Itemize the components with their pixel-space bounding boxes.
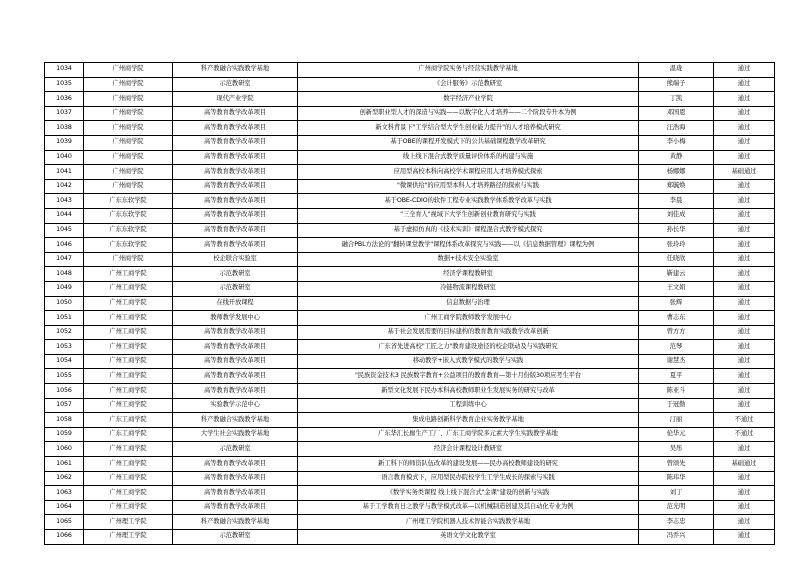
cell-person: 曾方方 — [639, 325, 714, 340]
cell-num: 1060 — [45, 442, 84, 457]
cell-cat: 高等教育教学改革项目 — [173, 486, 298, 501]
cell-num: 1038 — [45, 121, 84, 136]
cell-num: 1035 — [45, 77, 84, 92]
cell-num: 1039 — [45, 135, 84, 150]
cell-result: 通过 — [714, 150, 775, 165]
table-row — [45, 179, 775, 194]
cell-result: 通过 — [714, 486, 775, 501]
cell-cat: 示范教研室 — [173, 442, 298, 457]
cell-num: 1048 — [45, 267, 84, 282]
cell-person: 熊端子 — [639, 77, 714, 92]
cell-result: 通过 — [714, 121, 775, 136]
table-row — [45, 223, 775, 238]
cell-school: 广东工商学院 — [84, 427, 173, 442]
cell-title: 广州工商学院教师教学发展中心 — [298, 311, 639, 326]
cell-title: "微课供给"的应用型本科人才培养路径的探索与实践 — [298, 179, 639, 194]
table-row — [45, 398, 775, 413]
table-row — [45, 515, 775, 530]
cell-num: 1061 — [45, 457, 84, 472]
cell-person: 杨娜娜 — [639, 165, 714, 180]
cell-result: 通过 — [714, 179, 775, 194]
cell-num: 1046 — [45, 238, 84, 253]
cell-school: 广州理工学院 — [84, 530, 173, 545]
table-row — [45, 442, 775, 457]
cell-cat: 示范教研室 — [173, 530, 298, 545]
cell-cat: 教师教学发展中心 — [173, 311, 298, 326]
cell-school: 广州商学院 — [84, 77, 173, 92]
cell-title: 数字经济产业学院 — [298, 92, 639, 107]
cell-title: 应用型高校本科向高校学术课程应用人才培养模式探索 — [298, 165, 639, 180]
cell-person: 于冠勤 — [639, 398, 714, 413]
cell-person: 靳建云 — [639, 267, 714, 282]
cell-cat: 高等教育教学改革项目 — [173, 325, 298, 340]
cell-title: 数据+技术安全实验室 — [298, 252, 639, 267]
approval-results-table — [44, 62, 775, 545]
cell-result: 通过 — [714, 106, 775, 121]
table-row — [45, 413, 775, 428]
cell-school: 广州商学院 — [84, 63, 173, 78]
cell-result: 通过 — [714, 252, 775, 267]
table-row — [45, 238, 775, 253]
cell-num: 1037 — [45, 106, 84, 121]
cell-cat: 高等教育教学改革项目 — [173, 194, 298, 209]
cell-school: 广州商学院 — [84, 92, 173, 107]
cell-result: 通过 — [714, 267, 775, 282]
table-row — [45, 325, 775, 340]
cell-school: 广州商学院 — [84, 150, 173, 165]
cell-title: 广东华汇长廊生产工厂、广东工商学院多元素大学生实践教学基地 — [298, 427, 639, 442]
cell-school: 广州商学院 — [84, 252, 173, 267]
cell-result: 不通过 — [714, 427, 775, 442]
table-row — [45, 486, 775, 501]
cell-person: 曹志东 — [639, 311, 714, 326]
cell-num: 1036 — [45, 92, 84, 107]
cell-person: 汀丽 — [639, 413, 714, 428]
cell-person: 夏平 — [639, 369, 714, 384]
cell-title: 集成电路创新科学教育企业实务教学基地 — [298, 413, 639, 428]
cell-num: 1041 — [45, 165, 84, 180]
cell-result: 通过 — [714, 398, 775, 413]
table-row — [45, 267, 775, 282]
cell-person: 张辉 — [639, 296, 714, 311]
cell-title: 《会计服务》示范教研室 — [298, 77, 639, 92]
cell-school: 广州工商学院 — [84, 500, 173, 515]
cell-num: 1055 — [45, 369, 84, 384]
cell-school: 广州商学院 — [84, 121, 173, 136]
cell-title: 工程训练中心 — [298, 398, 639, 413]
cell-result: 基础通过 — [714, 457, 775, 472]
cell-cat: 现代产业学院 — [173, 92, 298, 107]
cell-person: 郑毓焕 — [639, 179, 714, 194]
table-row — [45, 121, 775, 136]
cell-school: 广州理工学院 — [84, 515, 173, 530]
cell-school: 广州工商学院 — [84, 471, 173, 486]
cell-school: 广州工商学院 — [84, 281, 173, 296]
cell-title: 融合PBL方法论的"翻转课堂教学"课程体系改革探究与实践——以《信息数据管理》课程为例 — [298, 238, 639, 253]
cell-num: 1034 — [45, 63, 84, 78]
table-row — [45, 150, 775, 165]
table-row — [45, 296, 775, 311]
cell-person: 李小梅 — [639, 135, 714, 150]
cell-title: 语言教育模式下，应用型民办院校学生工学生成长的探索与实践 — [298, 471, 639, 486]
cell-person: 李志忠 — [639, 515, 714, 530]
cell-num: 1057 — [45, 398, 84, 413]
cell-num: 1043 — [45, 194, 84, 209]
cell-cat: 高等教育教学改革项目 — [173, 165, 298, 180]
cell-school: 广东东软学院 — [84, 194, 173, 209]
cell-person: 范光明 — [639, 500, 714, 515]
cell-school: 广州工商学院 — [84, 340, 173, 355]
cell-person: 刘丁 — [639, 486, 714, 501]
cell-result: 通过 — [714, 515, 775, 530]
cell-title: 基于OBE-CDIO的软件工程专业实践教学体系教学改革与实践 — [298, 194, 639, 209]
cell-person: 刘佳成 — [639, 208, 714, 223]
cell-result: 通过 — [714, 92, 775, 107]
cell-title: 新文科背景下"工学结合型大学生创业能力提升"的人才培养模式研究 — [298, 121, 639, 136]
cell-num: 1049 — [45, 281, 84, 296]
cell-school: 广州工商学院 — [84, 457, 173, 472]
table-row — [45, 92, 775, 107]
cell-cat: 示范教研室 — [173, 281, 298, 296]
cell-person: 李晨 — [639, 194, 714, 209]
cell-num: 1054 — [45, 354, 84, 369]
cell-person: 任晓欣 — [639, 252, 714, 267]
cell-num: 1050 — [45, 296, 84, 311]
cell-school: 广州工商学院 — [84, 311, 173, 326]
cell-cat: 科产教融合实践教学基地 — [173, 413, 298, 428]
cell-cat: 高等教育教学改革项目 — [173, 384, 298, 399]
table-row — [45, 457, 775, 472]
cell-result: 不通过 — [714, 413, 775, 428]
cell-result: 通过 — [714, 208, 775, 223]
cell-result: 通过 — [714, 281, 775, 296]
cell-result: 基础通过 — [714, 165, 775, 180]
cell-cat: 高等教育教学改革项目 — [173, 471, 298, 486]
cell-person: 张玲玲 — [639, 238, 714, 253]
cell-num: 1066 — [45, 530, 84, 545]
table-row — [45, 165, 775, 180]
cell-num: 1064 — [45, 500, 84, 515]
cell-cat: 高等教育教学改革项目 — [173, 106, 298, 121]
cell-title: "民族资金技术3 民族数字教育+公益项目的教育教育—第十月份版30项应考生平台 — [298, 369, 639, 384]
table-row — [45, 135, 775, 150]
cell-cat: 实验教学示范中心 — [173, 398, 298, 413]
cell-title: 创新型职业型人才的深造与实践——以数字化人才培养——二个阶段专升本为例 — [298, 106, 639, 121]
cell-title: 新工科下的师资队伍改革的建设发展——民办高校教师建设的研究 — [298, 457, 639, 472]
cell-cat: 高等教育教学改革项目 — [173, 150, 298, 165]
cell-school: 广州工商学院 — [84, 267, 173, 282]
cell-title: 基于OBE的课程开发模式下的公共基础课程教学改革研究 — [298, 135, 639, 150]
table-row — [45, 340, 775, 355]
cell-title: 基于工学教育日之教学与教学模式改革—以机械制造创建及其自动化专业为例 — [298, 500, 639, 515]
cell-school: 广州工商学院 — [84, 354, 173, 369]
cell-title: 广州商学院实务与经营实践教学基地 — [298, 63, 639, 78]
cell-num: 1045 — [45, 223, 84, 238]
cell-result: 通过 — [714, 135, 775, 150]
cell-cat: 高等教育教学改革项目 — [173, 179, 298, 194]
cell-school: 广州商学院 — [84, 179, 173, 194]
cell-result: 通过 — [714, 340, 775, 355]
cell-title: 信息数据与治理 — [298, 296, 639, 311]
cell-result: 通过 — [714, 384, 775, 399]
cell-person: 邓国恩 — [639, 106, 714, 121]
cell-school: 广州工商学院 — [84, 384, 173, 399]
table-row — [45, 427, 775, 442]
cell-num: 1058 — [45, 413, 84, 428]
table-row — [45, 530, 775, 545]
cell-title: 新型文化发展下民办本科高校教师职业生发展实务的研究与改革 — [298, 384, 639, 399]
cell-cat: 高等教育教学改革项目 — [173, 500, 298, 515]
table-row — [45, 208, 775, 223]
table-body — [45, 63, 775, 545]
cell-cat: 科产教融合实践教学基地 — [173, 63, 298, 78]
cell-title: 冷链物流课程教研室 — [298, 281, 639, 296]
cell-school: 广州商学院 — [84, 165, 173, 180]
cell-title: 基于社会发展需要的目标建构的教育教育实践教学改革创新 — [298, 325, 639, 340]
cell-person: 伦华元 — [639, 427, 714, 442]
cell-school: 广州工商学院 — [84, 486, 173, 501]
cell-school: 广州工商学院 — [84, 296, 173, 311]
cell-cat: 在线开放课程 — [173, 296, 298, 311]
table-row — [45, 384, 775, 399]
cell-title: 线上线下混合式教学质量评价体系的构建与实施 — [298, 150, 639, 165]
cell-person: 孙长华 — [639, 223, 714, 238]
cell-result: 通过 — [714, 77, 775, 92]
cell-person: 黄静 — [639, 150, 714, 165]
cell-result: 通过 — [714, 369, 775, 384]
cell-result: 通过 — [714, 500, 775, 515]
cell-result: 通过 — [714, 325, 775, 340]
cell-person: 温珑 — [639, 63, 714, 78]
cell-person: 谢慧杰 — [639, 354, 714, 369]
cell-num: 1042 — [45, 179, 84, 194]
cell-cat: 高等教育教学改革项目 — [173, 238, 298, 253]
cell-num: 1065 — [45, 515, 84, 530]
cell-cat: 示范教研室 — [173, 267, 298, 282]
cell-num: 1047 — [45, 252, 84, 267]
cell-num: 1053 — [45, 340, 84, 355]
cell-school: 广东东软学院 — [84, 223, 173, 238]
cell-school: 广州商学院 — [84, 135, 173, 150]
cell-cat: 示范教研室 — [173, 77, 298, 92]
cell-num: 1062 — [45, 471, 84, 486]
table-row — [45, 77, 775, 92]
table-row — [45, 369, 775, 384]
cell-school: 广东东软学院 — [84, 238, 173, 253]
cell-person: 王文娟 — [639, 281, 714, 296]
cell-result: 通过 — [714, 223, 775, 238]
cell-person: 吴彤 — [639, 442, 714, 457]
cell-result: 通过 — [714, 354, 775, 369]
cell-school: 广东工商学院 — [84, 413, 173, 428]
cell-person: 曾颂先 — [639, 457, 714, 472]
cell-school: 广东东软学院 — [84, 208, 173, 223]
table-row — [45, 354, 775, 369]
table-row — [45, 471, 775, 486]
cell-cat: 高等教育教学改革项目 — [173, 223, 298, 238]
cell-cat: 高等教育教学改革项目 — [173, 354, 298, 369]
cell-result: 通过 — [714, 471, 775, 486]
cell-school: 广州工商学院 — [84, 325, 173, 340]
cell-cat: 校企联合实验室 — [173, 252, 298, 267]
cell-num: 1051 — [45, 311, 84, 326]
cell-title: 英语文学文化教学室 — [298, 530, 639, 545]
cell-person: 汪浩海 — [639, 121, 714, 136]
table-row — [45, 106, 775, 121]
table-row — [45, 63, 775, 78]
cell-school: 广州工商学院 — [84, 369, 173, 384]
table-row — [45, 500, 775, 515]
cell-cat: 高等教育教学改革项目 — [173, 121, 298, 136]
table-row — [45, 194, 775, 209]
cell-num: 1059 — [45, 427, 84, 442]
cell-result: 通过 — [714, 63, 775, 78]
cell-person: 冯乔兴 — [639, 530, 714, 545]
table-row — [45, 252, 775, 267]
cell-title: 移动教学+嵌入式教学模式的教学与实践 — [298, 354, 639, 369]
cell-result: 通过 — [714, 194, 775, 209]
cell-result: 通过 — [714, 296, 775, 311]
cell-title: "三全育人"视域下大学生创新创业教育研究与实践 — [298, 208, 639, 223]
cell-person: 丁凯 — [639, 92, 714, 107]
cell-cat: 高等教育教学改革项目 — [173, 135, 298, 150]
cell-person: 陈玮华 — [639, 471, 714, 486]
cell-num: 1040 — [45, 150, 84, 165]
cell-cat: 大学生社会实践教学基地 — [173, 427, 298, 442]
cell-title: 经济会计课程设计教研室 — [298, 442, 639, 457]
cell-cat: 高等教育教学改革项目 — [173, 369, 298, 384]
cell-school: 广州工商学院 — [84, 398, 173, 413]
cell-person: 陈亚斗 — [639, 384, 714, 399]
cell-cat: 高等教育教学改革项目 — [173, 340, 298, 355]
cell-title: 《数学实务类课程 线上线下混合式"金课"建设的创新与实践 — [298, 486, 639, 501]
cell-cat: 高等教育教学改革项目 — [173, 208, 298, 223]
cell-person: 范琴 — [639, 340, 714, 355]
cell-result: 通过 — [714, 442, 775, 457]
cell-cat: 高等教育教学改革项目 — [173, 457, 298, 472]
table-row — [45, 311, 775, 326]
cell-num: 1052 — [45, 325, 84, 340]
cell-result: 通过 — [714, 238, 775, 253]
cell-title: 广东省先进高校"工匠之力"教育建设途径的校企联动及与实践研究 — [298, 340, 639, 355]
table-row — [45, 281, 775, 296]
cell-num: 1063 — [45, 486, 84, 501]
cell-school: 广州工商学院 — [84, 442, 173, 457]
cell-num: 1056 — [45, 384, 84, 399]
cell-title: 基于虚拟仿真的《技术实训》课程混合式教学模式探究 — [298, 223, 639, 238]
cell-num: 1044 — [45, 208, 84, 223]
cell-cat: 科产教融合实践教学基地 — [173, 515, 298, 530]
cell-title: 经济学课程教研室 — [298, 267, 639, 282]
cell-result: 通过 — [714, 311, 775, 326]
cell-school: 广州商学院 — [84, 106, 173, 121]
cell-title: 广州理工学院机器人技术智能合实践教学基地 — [298, 515, 639, 530]
cell-result: 通过 — [714, 530, 775, 545]
